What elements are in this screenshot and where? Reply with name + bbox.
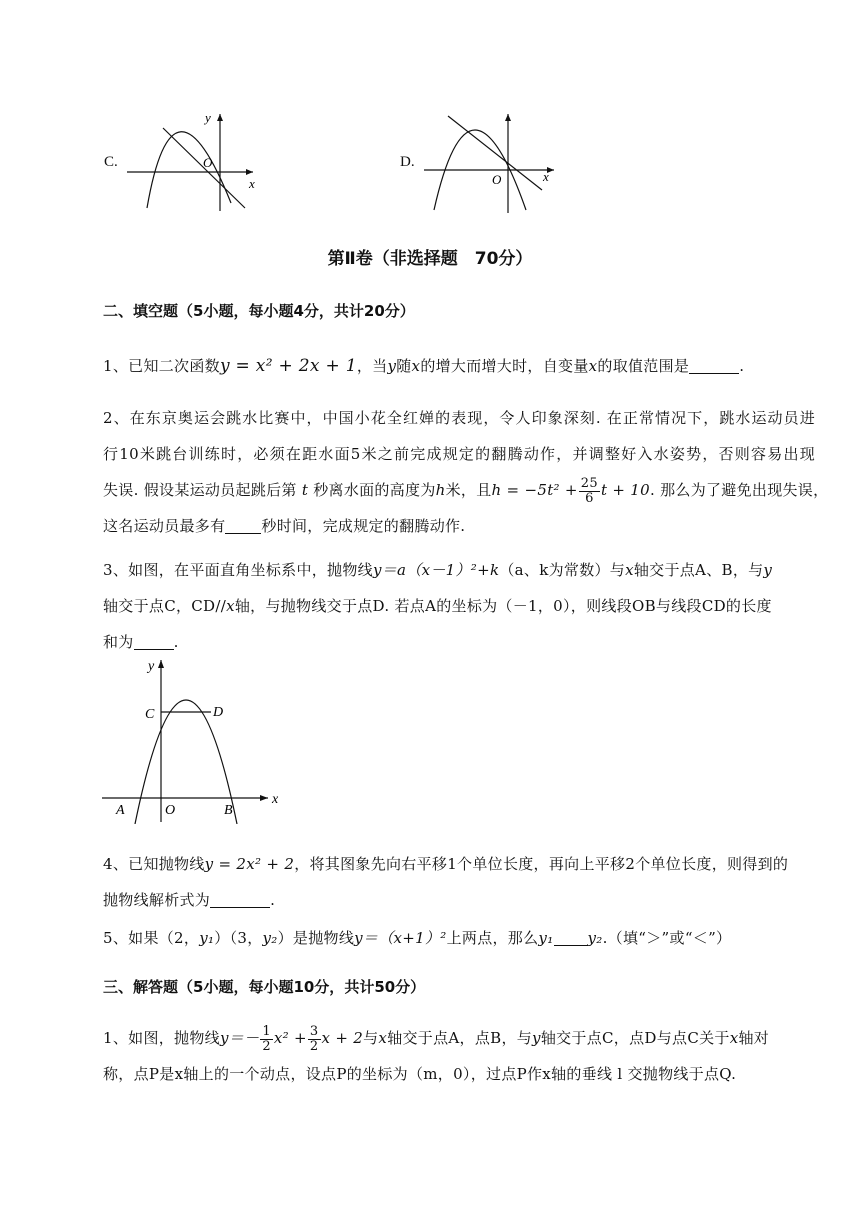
q3-var-x2: x <box>226 597 235 615</box>
q1-var-x: x <box>411 357 421 375</box>
q6-var-x: x <box>378 1029 388 1047</box>
q5-y1: y₁ <box>199 929 215 947</box>
q3-text-1a: 3、如图，在平面直角坐标系中，抛物线 <box>103 561 373 579</box>
question-2 <box>103 400 829 544</box>
q5-answer-blank[interactable] <box>554 931 588 946</box>
q6-text-1e: 轴对 <box>738 1029 770 1047</box>
option-c-label: C. <box>104 154 118 170</box>
q3-text-3b: . <box>173 633 179 651</box>
q2-eq-a: h = −5t² + <box>491 481 578 499</box>
q2-answer-blank[interactable] <box>225 519 261 534</box>
origin-label: O <box>492 172 502 187</box>
q6-eq-a: y＝－ <box>219 1029 260 1047</box>
q2-line1: 2、在东京奥运会跳水比赛中，中国小花全红婵的表现，令人印象深刻. 在正常情况下，跳水运动员进 <box>103 409 815 427</box>
x-label: x <box>543 169 549 184</box>
q2-text-4a: 这名运动员最多有 <box>103 517 226 535</box>
option-c-graph <box>125 108 260 213</box>
q4-text-2b: . <box>270 891 276 909</box>
x-axis-arrow <box>246 169 253 175</box>
x-label: x <box>249 176 255 191</box>
origin-label: O <box>165 803 176 818</box>
origin-label: O <box>203 155 213 170</box>
q6-var-y: y <box>532 1029 541 1047</box>
q6-fraction-2: $\frac{3}{2}$ <box>309 1023 319 1054</box>
q5-text-d: 上两点，那么 <box>446 929 539 947</box>
q2-eq-b: t + 10 <box>600 481 650 499</box>
q1-equation: y = x² + 2x + 1 <box>219 356 357 376</box>
question-1 <box>103 348 815 384</box>
q2-text-3b: 秒离水面的高度为 <box>313 481 436 499</box>
y-label: y <box>205 110 211 125</box>
q1-var-x2: x <box>588 357 598 375</box>
q1-answer-blank[interactable] <box>689 359 739 374</box>
section-heading-answer: 三、解答题（5小题，每小题10分，共计50分） <box>103 978 426 996</box>
q2-var-h: h <box>435 481 446 499</box>
point-b-label: B <box>224 803 233 818</box>
q4-equation: y = 2x² + 2 <box>204 855 295 873</box>
q2-text-4b: 秒时间，完成规定的翻腾动作. <box>261 517 466 535</box>
q2-text-3c: 米，且 <box>445 481 492 499</box>
y-axis-arrow <box>158 660 164 668</box>
q2-line2: 行10米跳台训练时，必须在距水面5米之前完成规定的翻腾动作，并调整好入水姿势，否则容易出现 <box>103 445 815 463</box>
q3-answer-blank[interactable] <box>134 635 174 650</box>
q3-text-1b: （a、k为常数）与 <box>499 561 626 579</box>
section-heading-fill-blank: 二、填空题（5小题，每小题4分，共计20分） <box>103 302 415 320</box>
question-5 <box>103 920 815 956</box>
q4-text-2a: 抛物线解析式为 <box>103 891 211 909</box>
q3-var-x: x <box>625 561 634 579</box>
q3-graph <box>100 656 290 824</box>
q6-eq-b: x² + <box>273 1029 307 1047</box>
q1-text-a: 1、已知二次函数 <box>103 357 220 375</box>
option-d-label: D. <box>400 154 415 170</box>
q5-y2: y₂ <box>262 929 278 947</box>
q5-equation: y＝（x+1）² <box>354 929 447 947</box>
q6-text-1d: 轴交于点C，点D与点C关于 <box>540 1029 730 1047</box>
q6-text-1c: 轴交于点A，点B，与 <box>387 1029 533 1047</box>
q3-text-2a: 轴交于点C，CD// <box>103 597 227 615</box>
point-a-label: A <box>116 803 125 818</box>
q4-text-1a: 4、已知抛物线 <box>103 855 205 873</box>
q5-text-b: ）（3， <box>214 929 263 947</box>
parabola <box>147 132 231 208</box>
q1-var-y: y <box>387 357 397 375</box>
q6-text-1a: 1、如图，抛物线 <box>103 1029 220 1047</box>
point-c-label: C <box>145 707 155 722</box>
x-label: x <box>272 792 279 807</box>
q1-text-d: 的增大而增大时，自变量 <box>420 357 589 375</box>
question-4 <box>103 846 815 918</box>
q2-fraction: $\frac{25}{6}$ <box>580 475 598 506</box>
q4-text-1b: ，将其图象先向右平移1个单位长度，再向上平移2个单位长度，则得到的 <box>294 855 789 873</box>
y-axis-arrow <box>505 114 511 121</box>
q6-text-1b: 与 <box>363 1029 379 1047</box>
q5-y2b: y₂ <box>587 929 603 947</box>
q1-text-c: 随 <box>396 357 412 375</box>
option-d-graph <box>422 110 562 215</box>
question-3 <box>103 552 815 660</box>
q1-text-b: ，当 <box>356 357 388 375</box>
q2-var-t: t <box>301 481 309 499</box>
q2-text-3d: . 那么为了避免出现失误， <box>649 481 829 499</box>
q1-text-f: . <box>739 357 745 375</box>
question-6 <box>103 1020 815 1092</box>
q6-var-x2: x <box>729 1029 739 1047</box>
q5-y1b: y₁ <box>538 929 554 947</box>
q1-text-e: 的取值范围是 <box>597 357 690 375</box>
x-axis-arrow <box>260 795 268 801</box>
y-label: y <box>148 659 155 674</box>
q3-text-1c: 轴交于点A、B，与 <box>633 561 764 579</box>
point-d-label: D <box>213 705 224 720</box>
q6-line2: 称，点P是x轴上的一个动点，设点P的坐标为（m，0），过点P作x轴的垂线 l 交抛物线于点Q. <box>103 1065 737 1083</box>
q3-equation: y＝a（x－1）²+k <box>372 561 500 579</box>
q6-eq-c: x + 2 <box>321 1029 364 1047</box>
part-title: 第Ⅱ卷（非选择题 70分） <box>327 249 533 269</box>
y-axis-arrow <box>217 114 223 121</box>
q5-text-e: .（填“＞”或“＜”） <box>602 929 732 947</box>
q3-text-2b: 轴，与抛物线交于点D. 若点A的坐标为（－1，0），则线段OB与线段CD的长度 <box>234 597 772 615</box>
q4-answer-blank[interactable] <box>210 893 270 908</box>
q3-text-3a: 和为 <box>103 633 134 651</box>
q2-text-3a: 失误. 假设某运动员起跳后第 <box>103 481 297 499</box>
q5-text-a: 5、如果（2， <box>103 929 200 947</box>
q6-fraction-1: $\frac{1}{2}$ <box>262 1023 271 1054</box>
q3-var-y: y <box>763 561 773 579</box>
q5-text-c: ）是抛物线 <box>277 929 355 947</box>
